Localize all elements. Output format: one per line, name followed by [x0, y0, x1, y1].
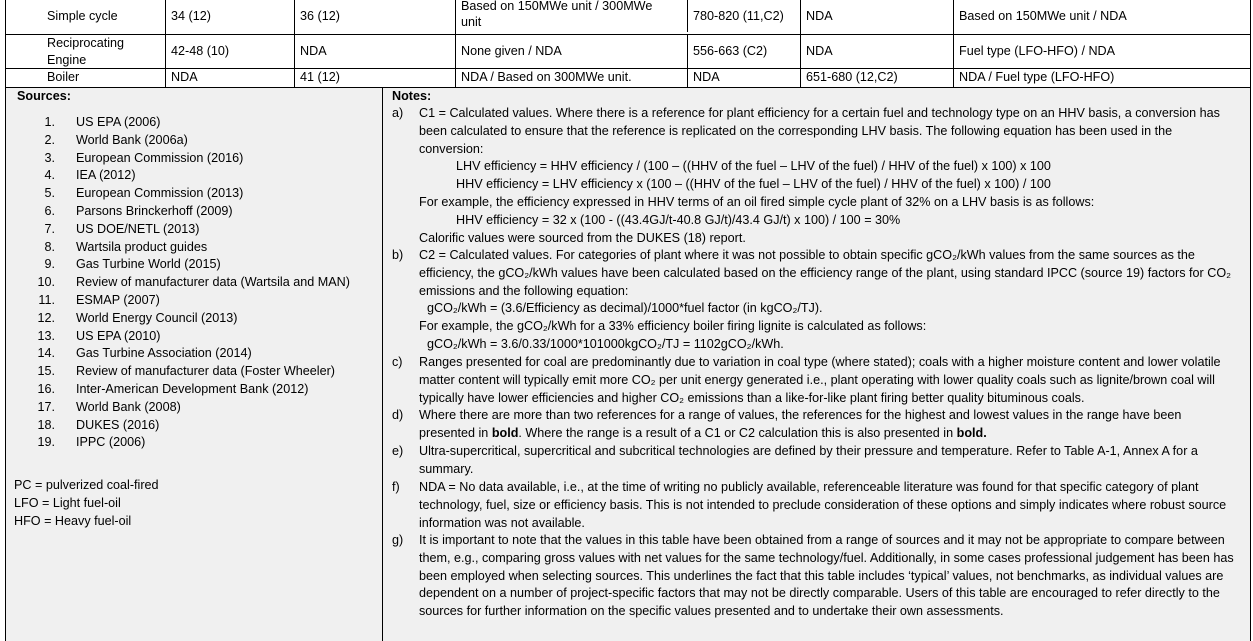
source-number: 6. [44, 203, 55, 218]
table-cell: 651-680 (12,C2) [801, 69, 954, 87]
table-cell: Based on 150MWe unit / 300MWe unit [456, 0, 688, 32]
source-text: European Commission (2016) [76, 150, 244, 165]
table-cell-technology: Boiler [6, 69, 166, 87]
source-text: Inter-American Development Bank (2012) [76, 381, 309, 396]
table-cell: 34 (12) [166, 0, 295, 34]
source-number: 13. [37, 328, 55, 343]
note-equation: LHV efficiency = HHV efficiency / (100 – ((HHV of the fuel – LHV of the fuel) / HHV of the fuel) x 100) x 100 [456, 159, 1051, 174]
source-number: 9. [44, 257, 55, 272]
notes-panel [383, 88, 1249, 641]
note-equation: gCO₂/kWh = (3.6/Efficiency as decimal)/1000*fuel factor (in kgCO₂/TJ). [427, 301, 823, 316]
source-number: 8. [44, 239, 55, 254]
sources-title: Sources: [17, 89, 71, 103]
note-line: presented in bold. Where the range is a result of a C1 or C2 calculation this is also presented in bold. [419, 425, 987, 440]
source-text: Review of manufacturer data (Foster Wheeler) [76, 364, 335, 379]
source-text: World Energy Council (2013) [76, 310, 238, 325]
source-number: 19. [37, 435, 55, 450]
source-text: IEA (2012) [76, 168, 136, 183]
source-number: 16. [37, 381, 55, 396]
source-number: 12. [37, 310, 55, 325]
abbreviation-pc: PC = pulverized coal-fired [14, 478, 159, 492]
table-cell: NDA [801, 0, 954, 34]
note-line: information was not available. [419, 515, 585, 530]
note-line: dependent on a number of project-specific factors that may not be directly comparable. Users of this table are encouraged to refer directly to the [419, 586, 1220, 601]
table-cell-technology: Reciprocating Engine [6, 35, 166, 68]
table-cell: NDA [295, 35, 456, 68]
table-cell: NDA / Based on 300MWe unit. [456, 69, 688, 87]
note-line: technology, fuel, size or efficiency basis. This is not intended to preclude consideration of these options and simply indicates where robust source [419, 497, 1227, 512]
source-text: Gas Turbine World (2015) [76, 257, 221, 272]
source-number: 1. [44, 115, 55, 129]
source-number: 11. [38, 292, 55, 307]
table-cell: 556-663 (C2) [688, 35, 801, 68]
note-line: C2 = Calculated values. For categories of plant where it was not possible to obtain specific gCO₂/kWh values from the same sources as the [419, 248, 1195, 262]
note-line: sources for further information on the specific values presented and to undertake their own assessments. [419, 604, 1004, 619]
note-line: Where there are more than two references for a range of values, the references for the highest and lowest values in the range have been [419, 408, 1182, 422]
note-line: efficiency, the gCO₂/kWh values have been calculated based on the efficiency range of the plant, using standard IPCC (source 19) factors for CO₂ [419, 265, 1232, 280]
note-letter: e) [392, 444, 404, 458]
note-line: emissions and the following equation: [419, 283, 629, 298]
source-number: 5. [44, 186, 55, 201]
source-text: US DOE/NETL (2013) [76, 221, 200, 236]
source-text: Parsons Brinckerhoff (2009) [76, 203, 233, 218]
note-line: NDA = No data available, i.e., at the time of writing no publicly available, referenceable literature was found for that specific category of plant [419, 480, 1199, 494]
table-row [6, 69, 1250, 87]
source-text: US EPA (2006) [76, 115, 161, 129]
source-text: Wartsila product guides [76, 239, 208, 254]
note-body [419, 443, 1245, 479]
source-text: World Bank (2006a) [76, 132, 188, 147]
note-line: been calculated to ensure that the reference is replicated on the corresponding LHV basis. The following equation has been used in the [419, 123, 1173, 138]
data-table [5, 0, 1251, 88]
abbreviations [14, 477, 159, 531]
note-line: typically have lower efficiencies and higher CO₂ emissions than a like-for-like plant firing better quality bituminous coals. [419, 390, 1085, 405]
table-row [6, 0, 1250, 35]
table-cell: NDA [688, 69, 801, 87]
note-equation: HHV efficiency = LHV efficiency x (100 – ((HHV of the fuel – LHV of the fuel) / HHV of the fuel) x 100) / 100 [456, 177, 1051, 192]
table-row [6, 35, 1250, 69]
note-letter: a) [392, 106, 404, 120]
table-cell: 36 (12) [295, 0, 456, 34]
source-number: 7. [44, 221, 55, 236]
table-cell: NDA [801, 35, 954, 68]
notes-title: Notes: [392, 89, 432, 103]
table-cell: Based on 150MWe unit / NDA [959, 9, 1127, 24]
note-line: For example, the gCO₂/kWh for a 33% efficiency boiler firing lignite is calculated as follows: [419, 319, 927, 334]
table-cell: NDA / Fuel type (LFO-HFO) [959, 70, 1115, 85]
table-cell: NDA [166, 69, 295, 87]
note-letter: b) [392, 248, 404, 262]
sources-panel [6, 88, 383, 641]
note-line: It is important to note that the values in this table have been obtained from a range of sources and it may not be appropriate to compare between [419, 533, 1225, 547]
note-body [419, 105, 1245, 247]
note-letter: c) [392, 355, 403, 369]
source-text: IPPC (2006) [76, 435, 146, 450]
source-number: 4. [44, 168, 55, 183]
note-body [419, 479, 1245, 532]
source-number: 2. [44, 132, 55, 147]
footnotes-panel [5, 88, 1251, 641]
source-number: 3. [44, 150, 55, 165]
note-line: been employed when selecting sources. This underlines the fact that this table includes ‘typical’ values, not benchmarks, as individual values are [419, 568, 1224, 583]
abbreviation-lfo: LFO = Light fuel-oil [14, 496, 121, 510]
note-line: For example, the efficiency expressed in HHV terms of an oil fired simple cycle plant of 32% on a LHV basis is as follows: [419, 194, 1095, 209]
source-number: 17. [37, 399, 55, 414]
note-equation: gCO₂/kWh = 3.6/0.33/1000*101000kgCO₂/TJ = 1102gCO₂/kWh. [427, 336, 784, 351]
source-number: 10. [37, 275, 55, 290]
source-number: 14. [37, 346, 55, 361]
source-text: ESMAP (2007) [76, 292, 160, 307]
note-line: Ultra-supercritical, supercritical and subcritical technologies are defined by their pressure and temperature. Refer to Table A-1, Annex A for a [419, 444, 1198, 458]
note-line: conversion: [419, 141, 484, 156]
table-cell: Fuel type (LFO-HFO) / NDA [959, 43, 1116, 58]
note-letter: d) [392, 408, 404, 422]
note-body [419, 407, 1245, 443]
note-letter: f) [392, 480, 400, 494]
source-text: US EPA (2010) [76, 328, 161, 343]
note-body [419, 532, 1245, 621]
table-cell: 780-820 (11,C2) [688, 0, 801, 34]
table-cell-technology: Simple cycle [6, 0, 166, 34]
table-cell: 41 (12) [295, 69, 456, 87]
abbreviation-hfo: HFO = Heavy fuel-oil [14, 514, 132, 528]
table-cell: None given / NDA [456, 35, 688, 68]
note-line: Calorific values were sourced from the DUKES (18) report. [419, 230, 746, 245]
note-equation: HHV efficiency = 32 x (100 - ((43.4GJ/t-40.8 GJ/t)/43.4 GJ/t) x 100) / 100 = 30% [456, 212, 901, 227]
source-text: Review of manufacturer data (Wartsila and MAN) [76, 275, 350, 290]
source-text: DUKES (2016) [76, 417, 160, 432]
note-line: summary. [419, 461, 474, 476]
note-line: Ranges presented for coal are predominantly due to variation in coal type (where stated); coals with a higher moisture content and lower volatile [419, 355, 1221, 369]
table-cell: 42-48 (10) [166, 35, 295, 68]
source-text: European Commission (2013) [76, 186, 244, 201]
note-body [419, 354, 1245, 407]
note-line: matter content will typically emit more CO₂ per unit energy generated i.e., plant operating with lower quality coals such as lignite/brown coal will [419, 372, 1215, 387]
note-line: C1 = Calculated values. Where there is a reference for plant efficiency for a certain fuel and technology type on an HHV basis, a conversion has [419, 106, 1220, 120]
source-number: 18. [37, 417, 55, 432]
note-line: them, e.g., comparing gross values with net values for the same technology/fuel. Additionally, in some cases professional judgement has been has [419, 550, 1234, 565]
source-text: World Bank (2008) [76, 399, 181, 414]
source-number: 15. [37, 364, 55, 379]
note-body [419, 247, 1245, 354]
source-text: Gas Turbine Association (2014) [76, 346, 252, 361]
note-letter: g) [392, 533, 404, 547]
